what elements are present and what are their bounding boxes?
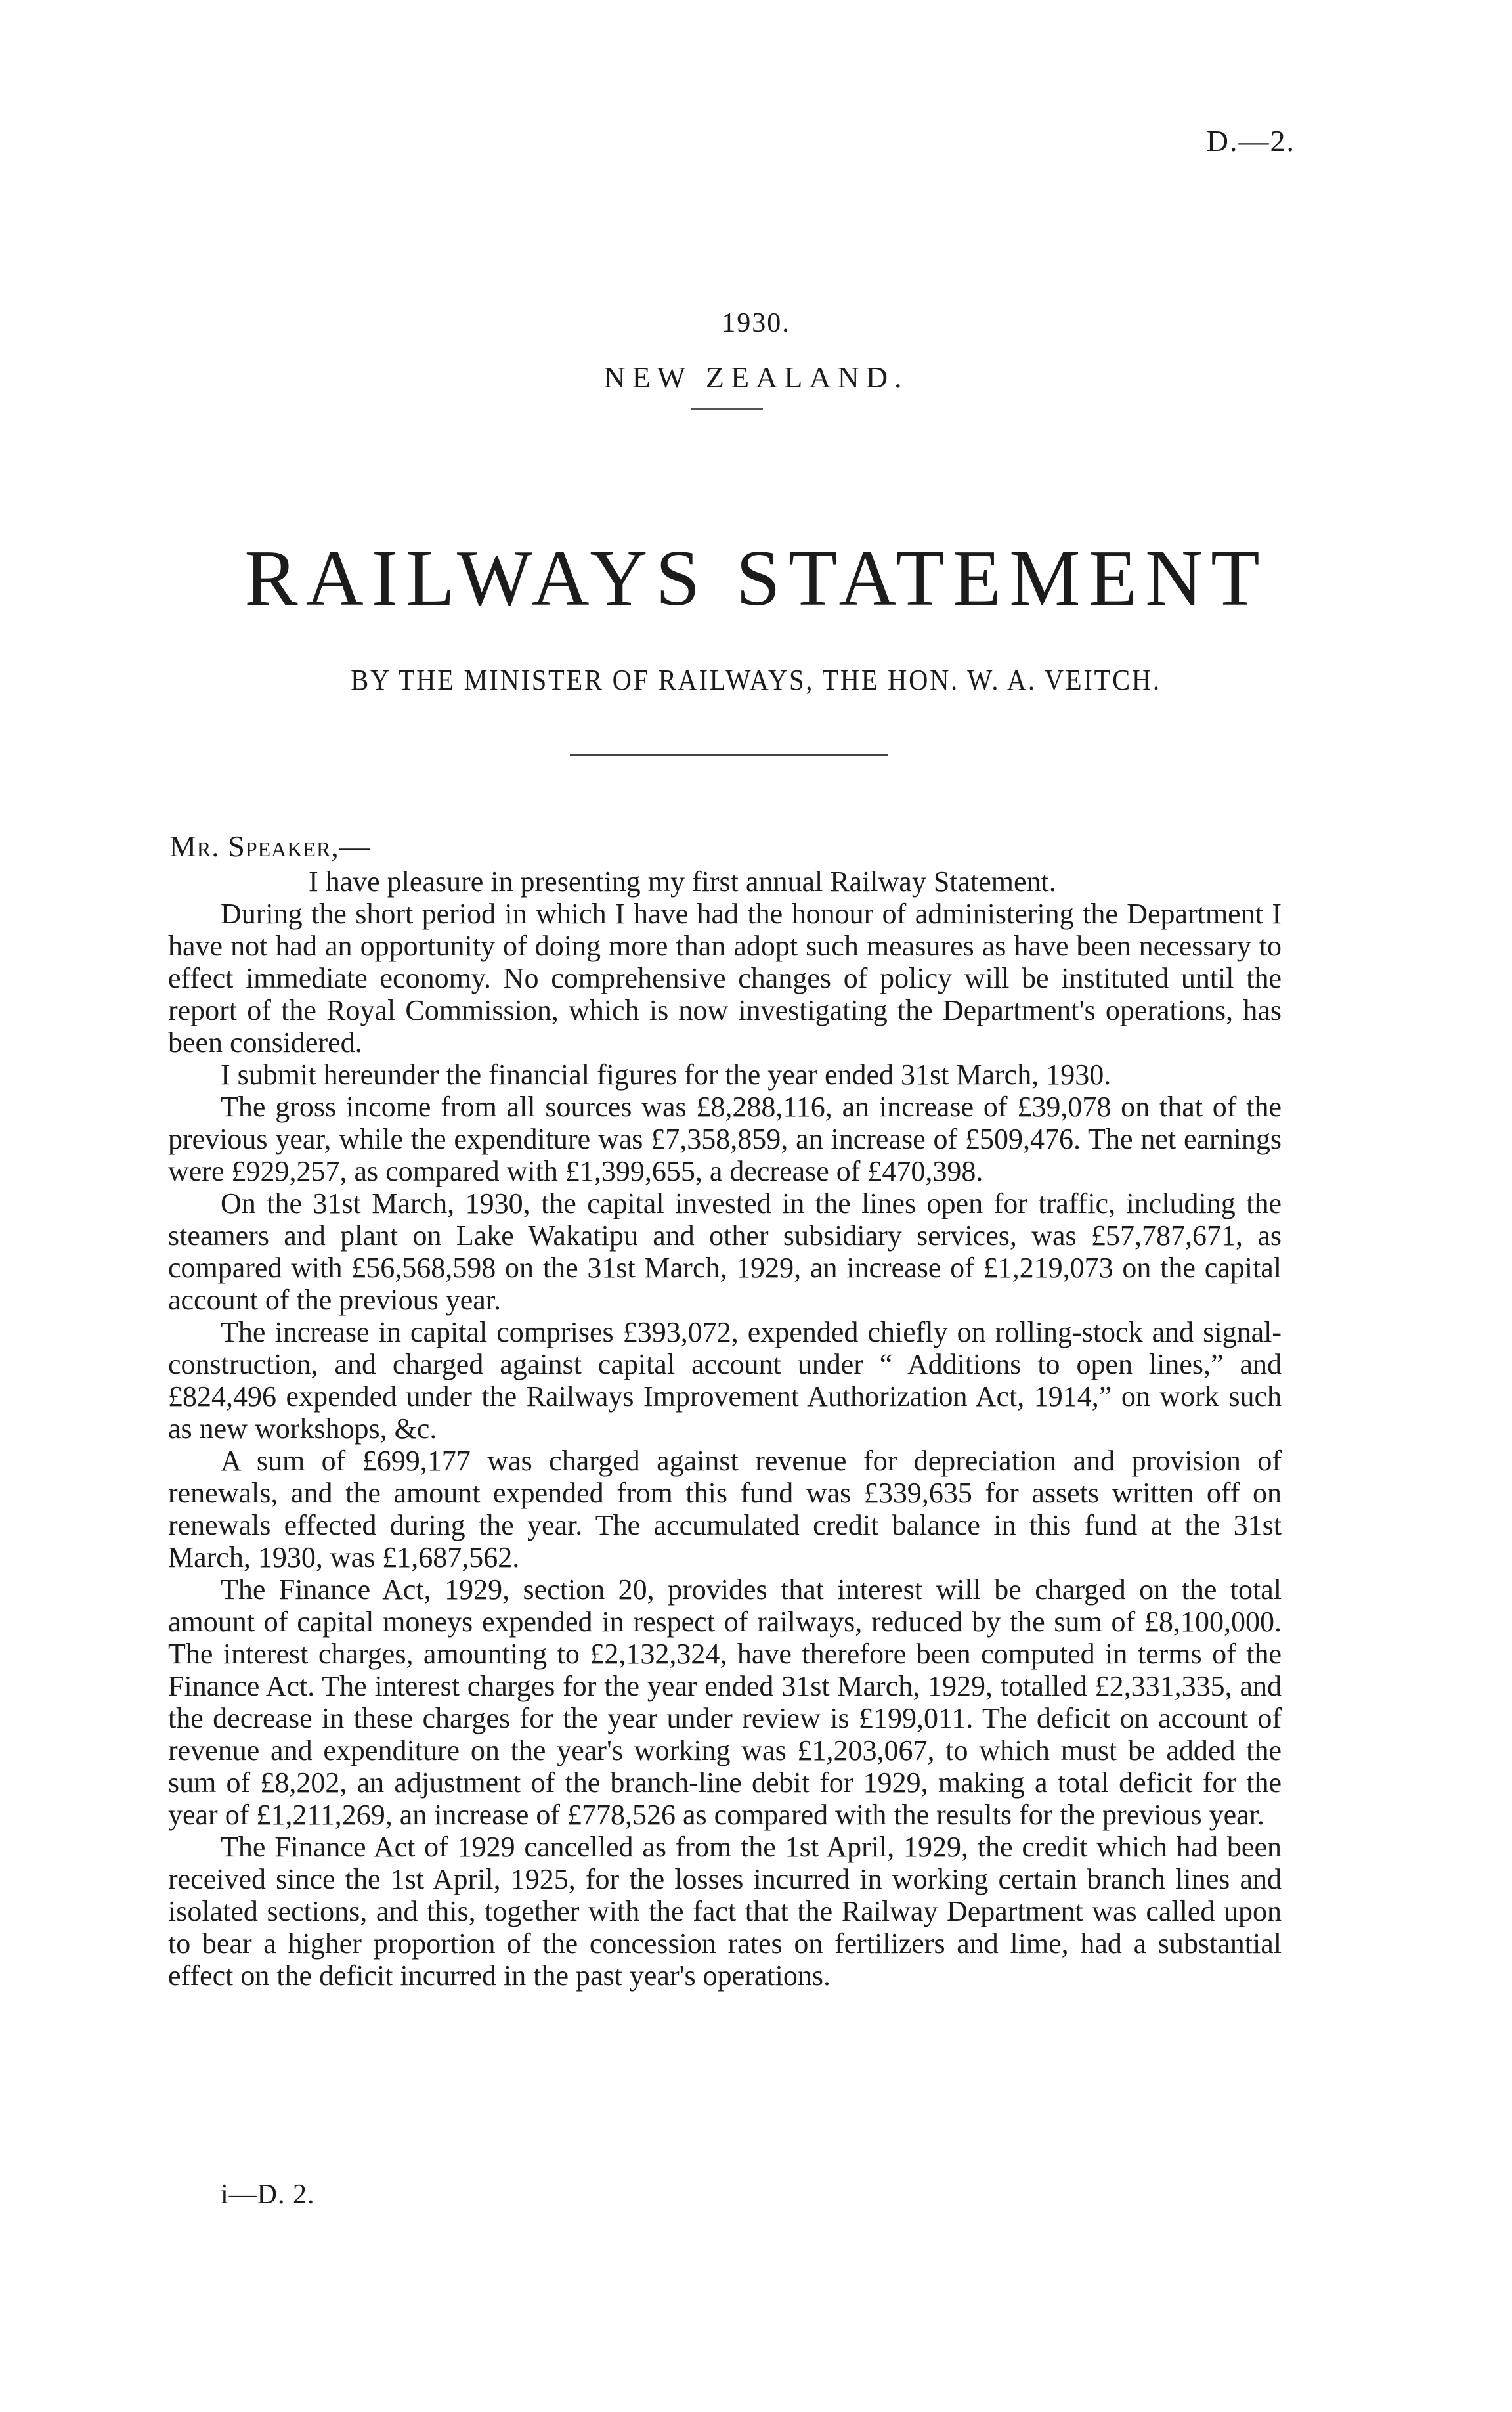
paragraph-financial-figures: I submit hereunder the financial figures for the year ended 31st March, 1930. bbox=[221, 1059, 1112, 1091]
paragraph-capital-increase: The increase in capital comprises £393,072, expended chiefly on rolling-stock and signal-construction, and charged against capital account under “ Additions to open lines,” and £824,496 expended under the Railways Improvement Authorization Act, 1914,” on work such as new workshops, &c. bbox=[168, 1316, 1282, 1445]
title-divider-long bbox=[570, 754, 888, 756]
document-year: 1930. bbox=[722, 308, 790, 338]
paragraph-capital-invested: On the 31st March, 1930, the capital invested in the lines open for traffic, including the steamers and plant on Lake Wakatipu and other subsidiary services, was £57,787,671, as compared with £56,568,598 on the 31st March, 1929, an increase of £1,219,073 on the capital account of the previous year. bbox=[168, 1187, 1282, 1316]
paragraph-opening: I have pleasure in presenting my first annual Railway Statement. bbox=[309, 866, 1056, 898]
page-reference: D.—2. bbox=[1206, 124, 1295, 158]
paragraph-depreciation: A sum of £699,177 was charged against revenue for depreciation and provision of renewals, and the amount expended from this fund was £339,635 for assets written off on renewals effected during the year. The accumulated credit balance in this fund at the 31st March, 1930, was £1,687,562. bbox=[168, 1445, 1282, 1573]
paragraph-finance-act-interest: The Finance Act, 1929, section 20, provides that interest will be charged on the total amount of capital moneys expended in respect of railways, reduced by the sum of £8,100,000. The interest charges, amounting to £2,132,324, have therefore been computed in terms of the Finance Act. The interest charges for the year ended 31st March, 1929, totalled £2,331,335, and the decrease in these charges for the year under review is £199,011. The deficit on account of revenue and expenditure on the year's working was £1,203,067, to which must be added the sum of £8,202, an adjustment of the branch-line debit for 1929, making a total deficit for the year of £1,211,269, an increase of £778,526 as compared with the results for the previous year. bbox=[168, 1573, 1282, 1831]
paragraph-gross-income: The gross income from all sources was £8,288,116, an increase of £39,078 on that of the previous year, while the expenditure was £7,358,859, an increase of £509,476. The net earnings were £929,257, as compared with £1,399,655, a decrease of £470,398. bbox=[168, 1091, 1282, 1187]
country-heading: NEW ZEALAND. bbox=[603, 361, 909, 394]
salutation: Mr. Speaker,— bbox=[169, 829, 370, 863]
signature-mark: i—D. 2. bbox=[221, 2180, 315, 2210]
page-title: RAILWAYS STATEMENT bbox=[244, 534, 1268, 623]
body-text bbox=[168, 866, 1282, 1992]
byline: BY THE MINISTER OF RAILWAYS, THE HON. W. A. VEITCH. bbox=[351, 664, 1161, 696]
title-divider-short bbox=[691, 408, 763, 410]
paragraph-finance-act-credit: The Finance Act of 1929 cancelled as from the 1st April, 1929, the credit which had been received since the 1st April, 1925, for the losses incurred in working certain branch lines and isolated sections, and this, together with the fact that the Railway Department was called upon to bear a higher proportion of the concession rates on fertilizers and lime, had a substantial effect on the deficit incurred in the past year's operations. bbox=[168, 1831, 1282, 1992]
paragraph-short-period: During the short period in which I have had the honour of administering the Department I have not had an opportunity of doing more than adopt such measures as have been necessary to effect immediate economy. No comprehensive changes of policy will be instituted until the report of the Royal Commission, which is now investigating the Department's operations, has been considered. bbox=[168, 898, 1282, 1059]
